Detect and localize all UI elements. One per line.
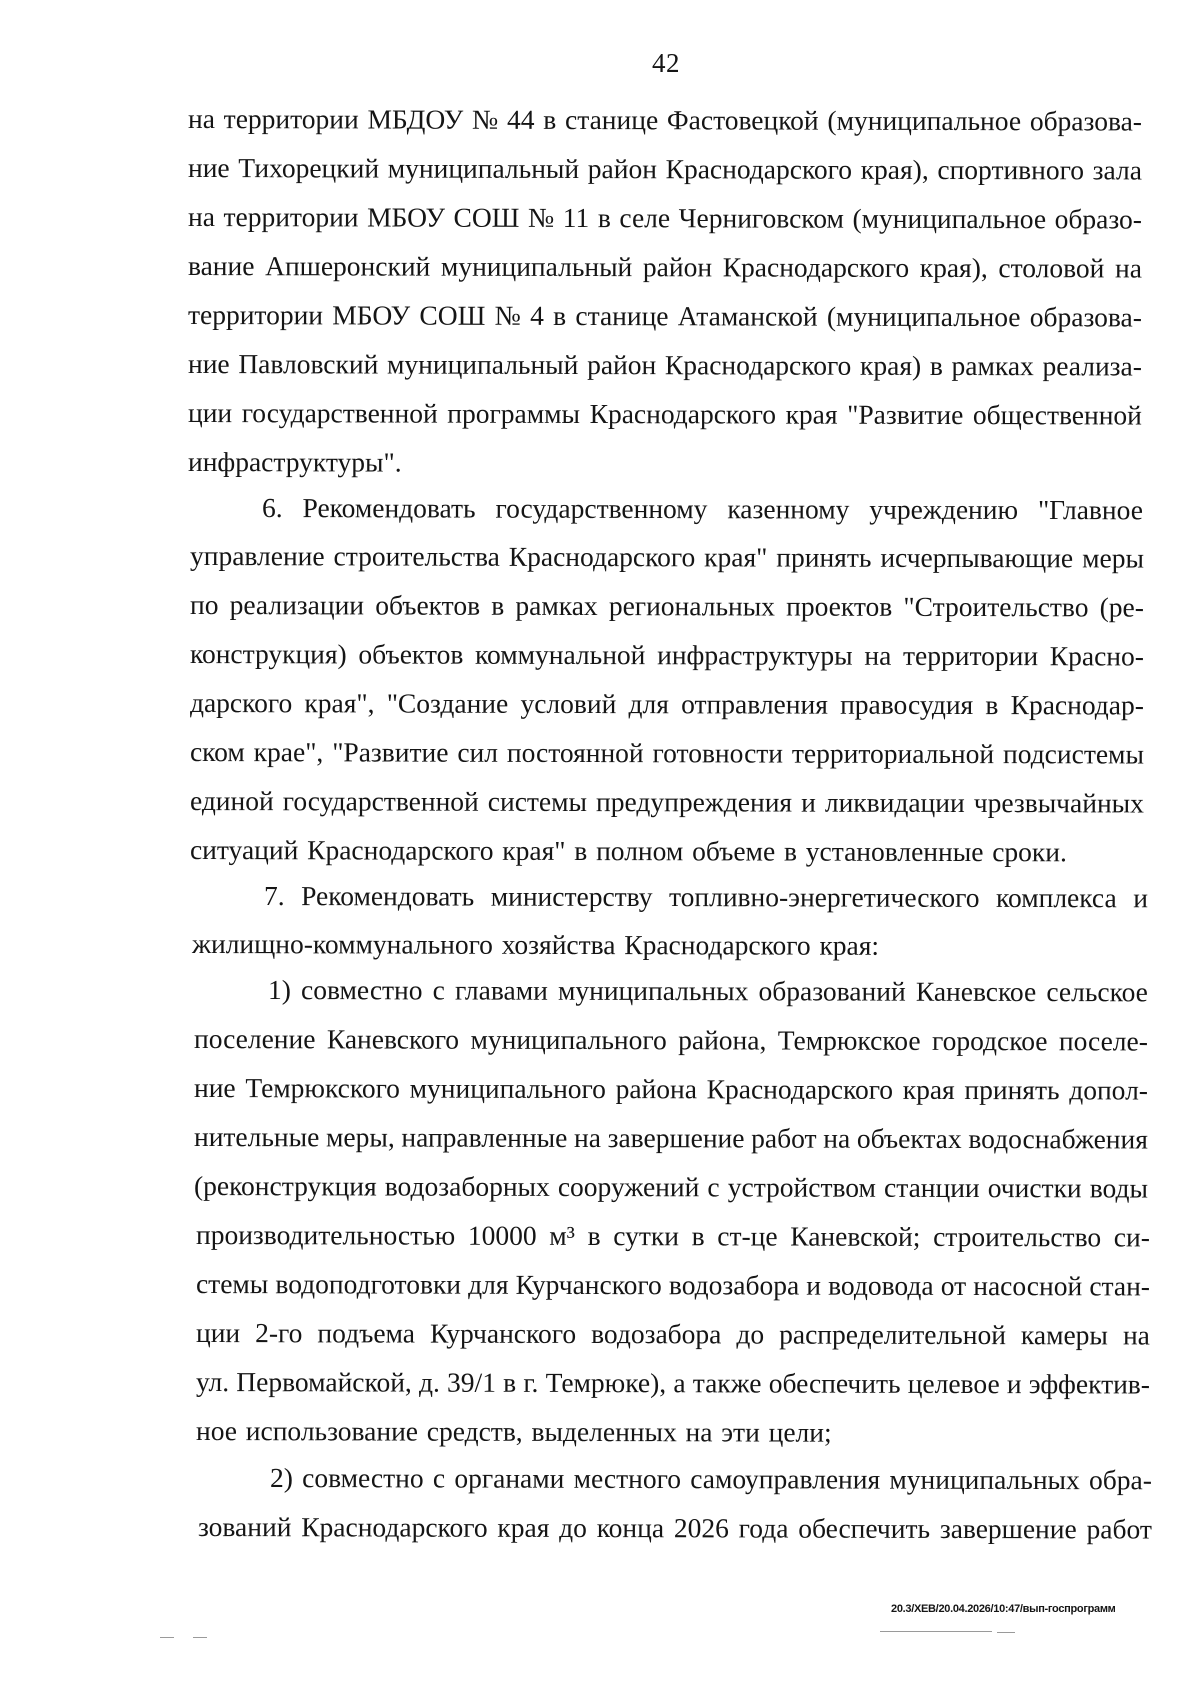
text-line: на территории МБОУ СОШ № 11 в селе Черниговском (муниципальное образо- — [187, 201, 1143, 235]
text-line: 7. Рекомендовать министерству топливно-энергетического комплекса и — [263, 880, 1148, 914]
text-line: жилищно-коммунального хозяйства Краснодарского края: — [191, 928, 880, 961]
text-line: ситуаций Краснодарского края" в полном объеме в установленные сроки. — [189, 834, 1067, 868]
text-line: на территории МБДОУ № 44 в станице Фастовецкой (муниципальное образова- — [187, 103, 1143, 137]
text-line: 2) совместно с органами местного самоуправления муниципальных обра- — [269, 1462, 1152, 1496]
text-line: ул. Первомайской, д. 39/1 в г. Темрюке), а также обеспечить целевое и эффектив- — [195, 1366, 1151, 1400]
text-line: инфраструктуры". — [187, 446, 402, 478]
text-line: поселение Каневского муниципального района, Темрюкское городское поселе- — [193, 1023, 1148, 1057]
text-line: зований Краснодарского края до конца 2026 года обеспечить завершение работ — [197, 1511, 1152, 1545]
text-line: нительные меры, направленные на завершение работ на объектах водоснабжения — [193, 1121, 1148, 1155]
text-line: территории МБОУ СОШ № 4 в станице Атаманской (муниципальное образова- — [187, 299, 1142, 333]
text-line: управление строительства Краснодарского края" принять исчерпывающие меры — [189, 540, 1144, 574]
text-line: ние Павловский муниципальный район Краснодарского края) в рамках реализа- — [187, 348, 1142, 382]
text-line: по реализации объектов в рамках региональных проектов "Строительство (ре- — [189, 589, 1144, 623]
text-line: вание Апшеронский муниципальный район Краснодарского края), столовой на — [187, 250, 1143, 284]
text-line: ние Тихорецкий муниципальный район Краснодарского края), спортивного зала — [187, 152, 1142, 186]
scan-mark — [193, 1637, 207, 1638]
text-line: единой государственной системы предупреждения и ликвидации чрезвычайных — [189, 785, 1144, 819]
text-line: 6. Рекомендовать государственному казенному учреждению "Главное — [261, 492, 1143, 526]
text-line: (реконструкция водозаборных сооружений с устройством станции очистки воды — [193, 1170, 1149, 1204]
footer-underline — [880, 1631, 992, 1632]
footer-underline — [997, 1632, 1015, 1633]
text-line: ции государственной программы Краснодарского края "Развитие общественной — [187, 397, 1142, 431]
text-line: ском крае", "Развитие сил постоянной готовности территориальной подсистемы — [189, 736, 1144, 770]
text-line: конструкция) объектов коммунальной инфраструктуры на территории Красно- — [189, 638, 1144, 672]
page-number: 42 — [652, 48, 680, 78]
text-line: ние Темрюкского муниципального района Краснодарского края принять допол- — [193, 1072, 1149, 1106]
text-line: дарского края", "Создание условий для отправления правосудия в Краснодар- — [189, 687, 1144, 721]
text-line: стемы водоподготовки для Курчанского водозабора и водовода от насосной стан- — [195, 1268, 1151, 1302]
footer-code: 20.3/ХЕВ/20.04.2026/10:47/вып-госпрограмм — [891, 1603, 1116, 1615]
text-line: 1) совместно с главами муниципальных образований Каневское сельское — [267, 974, 1148, 1008]
scan-mark — [160, 1637, 174, 1638]
text-line: производительностью 10000 м³ в сутки в ст-це Каневской; строительство си- — [195, 1219, 1150, 1253]
text-line: ции 2-го подъема Курчанского водозабора до распределительной камеры на — [195, 1317, 1150, 1351]
text-line: ное использование средств, выделенных на эти цели; — [195, 1415, 832, 1448]
